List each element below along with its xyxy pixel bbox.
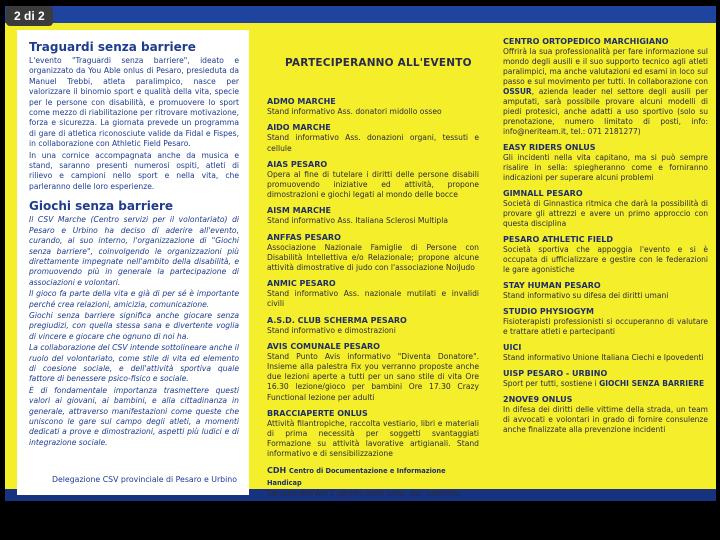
participant-name-text: ANFFAS PESARO (267, 232, 341, 242)
participant-entry (267, 122, 479, 153)
participant-name (503, 234, 708, 245)
participant-entry (267, 159, 479, 201)
participant-entry (267, 408, 479, 460)
participant-description (267, 243, 479, 274)
participant-name-text: GIMNALL PESARO (503, 189, 583, 198)
participant-description (267, 352, 479, 403)
description-text: Gli incidenti nella vita capitano, ma si può sempre risalire in sella: spiegheranno come e forniranno indicazioni per superare alcuni problemi (503, 153, 708, 182)
participant-name-text: ANMIC PESARO (267, 279, 336, 289)
participant-description (503, 153, 708, 183)
participant-name-text: EASY RIDERS ONLUS (503, 143, 596, 152)
description-highlight: GIOCHI SENZA BARRIERE (599, 379, 705, 388)
paragraph: Giochi senza barriere significa anche giocare senza pregiudizi, con quella stessa sana e divertente voglia di vincere e giocare che ognuno di noi ha. (29, 310, 239, 341)
paragraph: Il gioco fa parte della vita e già di per sé è importante perché crea relazioni, amicizia, comunicazione. (29, 289, 239, 309)
participant-description (267, 107, 479, 117)
participant-name (503, 394, 708, 405)
participant-description (267, 170, 479, 201)
participant-description (267, 419, 479, 460)
participant-name (267, 341, 479, 352)
participant-name-text: UICI (503, 343, 522, 352)
description-text: Stand informativo Ass. donazioni organi, tessuti e cellule (267, 133, 479, 153)
flyer-page (5, 6, 716, 501)
participant-description (267, 289, 479, 309)
description-text: In difesa dei diritti delle vittime della strada, un team di avvocati e volontari in grado di fornire consulenze anche finalizzate alla prevenzione incidenti (503, 405, 708, 434)
participants-list (267, 96, 479, 499)
paragraph: È di fondamentale importanza trasmettere questi valori ai giovani, ai bambini, e alla cittadinanza in generale, attraverso manifestazioni come queste che uniscono le gare sul campo degli atleti, a momenti dedicati a prove e dimostrazioni, aspetti più ludici e di integrazione sociale. (29, 385, 239, 447)
participant-name-text: AVIS COMUNALE PESARO (267, 341, 380, 351)
description-text: Stand informativo Unione Italiana Ciechi e Ipovedenti (503, 353, 704, 362)
participant-entry (267, 205, 479, 226)
description-text: Servizio dell'Ats 1 gestito dalla coop. soc. Labirinto (267, 488, 461, 498)
participants-heading: PARTECIPERANNO ALL'EVENTO (285, 57, 472, 69)
description-text: , azienda leader nel settore degli ausili per amputati, sarà possibile provare alcuni modelli di piedi protesici, anche adatti a uso sportivo (solo su prenotazione, numero limitato di posti, info: info@neriteam.it, tel.: 071 2181277) (503, 87, 708, 136)
participant-name (503, 280, 708, 291)
participant-entry (267, 315, 479, 336)
description-text: Stand Punto Avis informativo "Diventa Donatore". Insieme alla palestra Fix you verranno proposte anche due lezioni aperte a tutti per un sano stile di vita Ore 16.30 lezione/gioco per bambini Ore 17.30 Crazy Functional lezione per adulti (267, 351, 479, 402)
participant-entry (503, 188, 708, 229)
participant-name (267, 232, 479, 243)
participant-description (267, 133, 479, 153)
participant-description (267, 489, 479, 499)
participant-name (503, 36, 708, 47)
description-text: Offrirà la sua professionalità per fare informazione sul mondo degli ausili e il suo supporto tecnico agli atleti paralimpici, ma anche valutazioni ed esami in loco sul passo e sul movimento per tutti. In collaborazione con (503, 47, 708, 86)
paragraph: L'evento "Traguardi senza barriere", ideato e organizzato da You Able onlus di Pesaro, presieduta da Manuel Trebbi, atleta paralimpico, nasce per valorizzare il binomio sport e qualità della vita, specie per le persone con disabilità, e promuovere lo sport come mezzo di riabilitazione per ritrovare motivazione, forza e sicurezza. La giornata prevede un programma di gare di atletica riconosciute valide da Fidal e Fispes, in collaborazione con Athletic Field Pesaro. (29, 56, 239, 149)
participant-description (503, 405, 708, 435)
participant-name (267, 278, 479, 289)
participant-description (267, 326, 479, 336)
participant-entry (267, 96, 479, 117)
signature: Delegazione CSV provinciale di Pesaro e Urbino (51, 474, 237, 484)
participant-description (267, 216, 479, 226)
page-badge: 2 di 2 (6, 6, 53, 26)
description-text: Fisioterapisti professionisti si occuperanno di valutare e trattare atleti e partecipanti (503, 317, 708, 336)
participant-entry (267, 278, 479, 309)
participant-description (503, 317, 708, 337)
participant-name-text: STAY HUMAN PESARO (503, 281, 601, 290)
participant-entry (503, 280, 708, 301)
participant-description (503, 47, 708, 137)
participant-name-text: ADMO MARCHE (267, 97, 336, 107)
right-column (497, 30, 712, 495)
description-text: Sport per tutti, sostiene i (503, 379, 600, 388)
paragraph: La collaborazione del CSV intende sottolineare anche il ruolo del volontariato, come stile di vita ed elemento di coesione sociale, e dell'attività sportiva quale fattore di benessere psico-fisico e sociale. (29, 343, 239, 384)
description-highlight: OSSUR (503, 87, 532, 96)
participant-name-text: PESARO ATHLETIC FIELD (503, 235, 614, 244)
participant-name-text: AISM MARCHE (267, 206, 332, 216)
participant-name (267, 205, 479, 216)
participant-entry (503, 368, 708, 389)
participant-entry (503, 36, 708, 137)
description-text: Stand informativo su difesa dei diritti umani (503, 291, 669, 300)
left-column (17, 30, 249, 495)
title-giochi: Giochi senza barriere (29, 199, 174, 214)
participant-name-text: STUDIO PHYSIOGYM (503, 307, 594, 316)
participant-name-text: CDH (267, 465, 287, 475)
participant-name (503, 306, 708, 317)
top-blue-band (5, 6, 716, 23)
participant-name-text: CENTRO ORTOPEDICO MARCHIGIANO (503, 37, 669, 46)
participant-name-text: UISP PESARO - URBINO (503, 369, 608, 378)
participant-entry (267, 465, 479, 499)
description-text: Attività filantropiche, raccolta vestiario, libri e materiali di prima necessità per soggetti svantaggiati Formazione su attività lavorative artigianali. Stand informativo e di sensibilizzazione (267, 418, 479, 459)
participants-list (503, 36, 708, 435)
participant-name (503, 342, 708, 353)
participant-name-text: A.S.D. CLUB SCHERMA PESARO (267, 315, 407, 325)
description-text: Opera al fine di tutelare i diritti delle persone disabili promuovendo iniziative ed attività, propone dimostrazioni e giochi legati al mondo delle bocce (267, 169, 479, 200)
description-text: Società sportiva che appoggia l'evento e si è occupata di ufficializzare e gestire con le federazioni le gare agonistiche (503, 245, 708, 274)
participant-entry (503, 142, 708, 183)
paragraph: In una cornice accompagnata anche da musica e stand, saranno presenti numerosi ospiti, atleti di rilievo e campioni nello sport e nella vita, che parleranno delle loro esperienze. (29, 150, 239, 191)
description-text: Stand informativo Ass. nazionale mutilati e invalidi civili (267, 289, 479, 309)
description-text: Stand informativo e dimostrazioni (267, 325, 396, 335)
participant-name (503, 368, 708, 379)
participant-name-text: BRACCIAPERTE ONLUS (267, 408, 368, 418)
participant-entry (267, 341, 479, 403)
participant-name (503, 142, 708, 153)
giochi-text (29, 215, 239, 448)
participant-entry (503, 306, 708, 337)
participant-name (267, 159, 479, 170)
participant-entry (267, 232, 479, 274)
participant-name (267, 96, 479, 107)
participant-name-subtitle: Centro di Documentazione e Informazione Handicap (267, 466, 446, 487)
participant-name (267, 465, 479, 489)
paragraph: Il CSV Marche (Centro servizi per il volontariato) di Pesaro e Urbino ha deciso di aderire all'evento, curando, al suo interno, l'organizzazione di "Giochi senza barriere", coinvolgendo le organizzazioni più direttamente impegnate nell'ambito della disabilità, e promuovendo più in generale la partecipazione di associazioni e volontari. (29, 215, 239, 287)
participant-name (503, 188, 708, 199)
participant-name-text: 2NOVE9 ONLUS (503, 395, 573, 404)
participant-name-text: AIAS PESARO (267, 159, 328, 169)
middle-column (257, 30, 487, 498)
title-traguardi: Traguardi senza barriere (29, 40, 196, 54)
description-text: Società di Ginnastica ritmica che darà la possibilità di provare gli attrezzi e avere un primo approccio con questa disciplina (503, 199, 708, 228)
participant-entry (503, 234, 708, 275)
participant-name-text: AIDO MARCHE (267, 123, 331, 133)
participant-entry (503, 394, 708, 435)
participant-description (503, 199, 708, 229)
participant-name (267, 408, 479, 419)
participant-name (267, 122, 479, 133)
participant-description (503, 353, 708, 363)
description-text: Associazione Nazionale Famiglie di Persone con Disabilità Intellettiva e/o Relazionale; propone alcune attività dimostrative di judo con l'associazione NoiJudo (267, 242, 479, 273)
participant-name (267, 315, 479, 326)
participant-description (503, 379, 708, 389)
participant-description (503, 291, 708, 301)
participant-description (503, 245, 708, 275)
description-text: Stand informativo Ass. Italiana Sclerosi Multipla (267, 216, 448, 226)
description-text: Stand informativo Ass. donatori midollo osseo (267, 107, 442, 117)
participant-entry (503, 342, 708, 363)
